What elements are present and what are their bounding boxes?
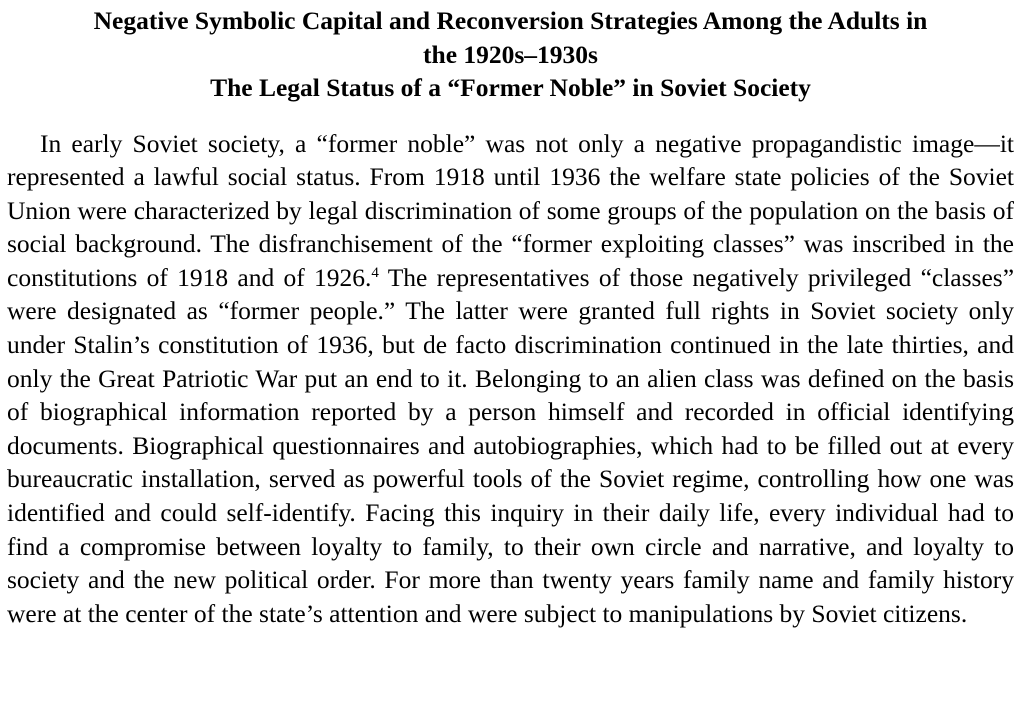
heading-subtitle: The Legal Status of a “Former Noble” in Soviet Society xyxy=(210,73,811,102)
footnote-reference[interactable]: 4 xyxy=(371,264,379,281)
heading-line-1: Negative Symbolic Capital and Reconversion Strategies Among the Adults in xyxy=(93,6,928,35)
body-paragraph xyxy=(7,127,1014,631)
paragraph-text-part-1: In early Soviet society, a “former noble” was not only a negative propagandistic image—it represented a lawful social status. From 1918 until 1936 the welfare state policies of the Soviet Union were characterized by legal discrimination of some groups of the population on the basis of social background. The disfranchisement of the “former exploiting classes” was inscribed in the constitutions of 1918 and of 1926. xyxy=(7,128,1014,292)
paragraph-text-part-2: The representatives of those negatively privileged “classes” were designated as “former people.” The latter were granted full rights in Soviet society only under Stalin’s constitution of 1936, but de facto discrimination continued in the late thirties, and only the Great Patriotic War put an end to it. Belonging to an alien class was defined on the basis of biographical information reported by a person himself and recorded in official identifying documents. Biographical questionnaires and autobiographies, which had to be filled out at every bureaucratic installation, served as powerful tools of the Soviet regime, controlling how one was identified and could self-identify. Facing this inquiry in their daily life, every individual had to find a compromise between loyalty to family, to their own circle and narrative, and loyalty to society and the new political order. For more than twenty years family name and family history were at the center of the state’s attention and were subject to manipulations by Soviet citizens. xyxy=(7,262,1015,628)
heading-line-2: the 1920s–1930s xyxy=(423,39,598,69)
section-heading xyxy=(7,0,1014,105)
